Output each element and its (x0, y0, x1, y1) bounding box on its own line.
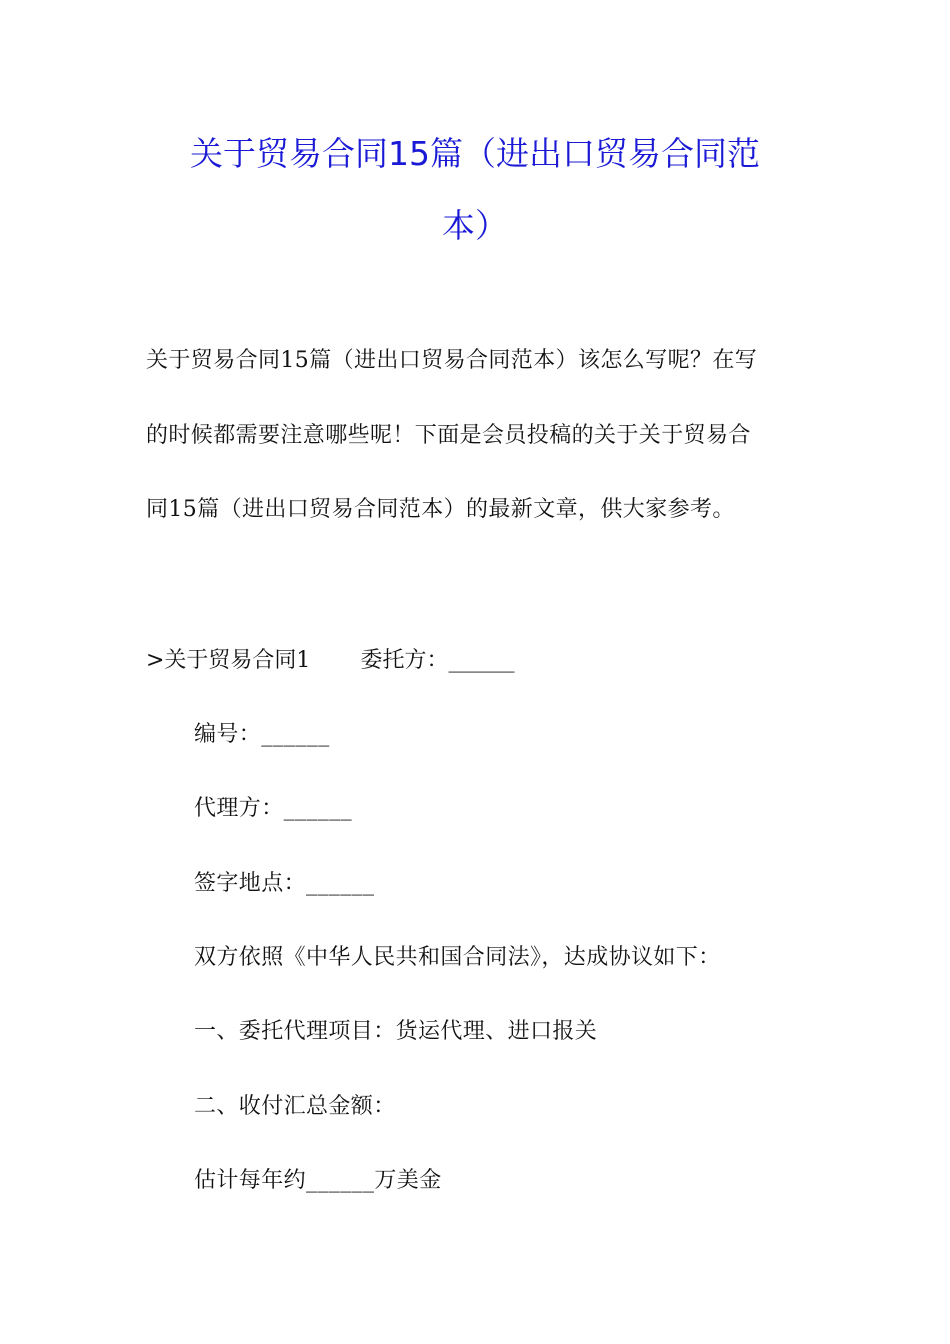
number-field: 编号：______ (194, 722, 330, 747)
entrusting-party-field: 委托方：______ (360, 648, 515, 673)
intro-line-3: 同15篇（进出口贸易合同范本）的最新文章，供大家参考。 (146, 497, 735, 522)
clause-1: 一、委托代理项目：货运代理、进口报关 (194, 1019, 598, 1044)
signing-place-field: 签字地点：______ (194, 871, 375, 896)
estimate-line: 估计每年约______万美金 (194, 1168, 442, 1193)
contract-heading-line (146, 646, 514, 676)
intro-line-2: 的时候都需要注意哪些呢！下面是会员投稿的关于关于贸易合 (146, 423, 751, 448)
agreement-statement: 双方依照《中华人民共和国合同法》，达成协议如下： (194, 945, 721, 970)
clause-2: 二、收付汇总金额： (194, 1094, 396, 1119)
title-line-2: 本） (442, 206, 508, 245)
title-line-1: 关于贸易合同15篇（进出口贸易合同范 (190, 134, 760, 173)
contract-heading: >关于贸易合同1 (146, 648, 311, 673)
agent-field: 代理方：______ (194, 796, 353, 821)
intro-line-1: 关于贸易合同15篇（进出口贸易合同范本）该怎么写呢？在写 (146, 348, 758, 373)
